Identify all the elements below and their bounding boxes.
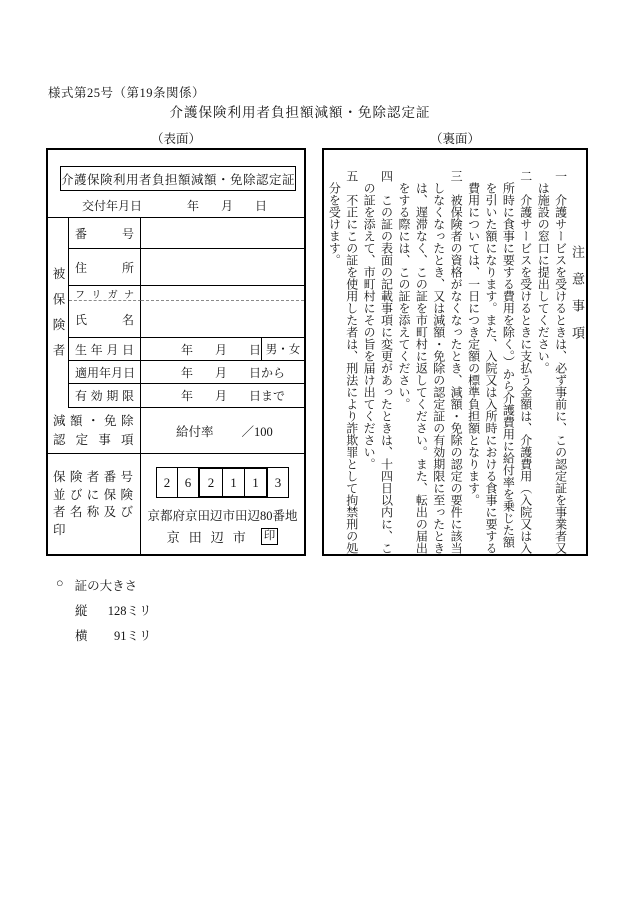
insurer-seal-mark: 印 — [261, 528, 279, 545]
issue-day-label: 日 — [255, 198, 268, 213]
furigana-value-cell — [141, 286, 304, 301]
birthdate-ymd: 年 月 日 — [141, 338, 262, 360]
insurer-number-boxes — [156, 467, 289, 498]
issue-month-label: 月 — [221, 198, 234, 213]
expiry-value-cell: 年 月 日まで — [141, 384, 304, 408]
back-face-label: （裏面） — [429, 132, 480, 146]
benefit-rate-label: 給付率 — [176, 424, 214, 439]
size-note-title: 証の大きさ — [74, 579, 138, 593]
insurer-digit-4: 1 — [222, 469, 244, 496]
number-label-cell: 番 号 — [69, 218, 141, 249]
size-width-label: 横 — [75, 629, 88, 643]
size-note-bullet: ○ — [56, 576, 64, 590]
name-value-cell — [141, 301, 304, 338]
notice-item-1: 一 介護サービスを受けるときは、必ず事前に、この認定証を事業者又は施設の窓口に提出してください。 — [536, 170, 568, 554]
size-width-value: 91ミリ — [114, 629, 152, 643]
birthdate-label-cell: 生 年 月 日 — [69, 338, 141, 361]
size-height-value: 128ミリ — [107, 604, 152, 618]
issue-date-label: 交付年月日 — [82, 198, 143, 213]
address-value-cell — [141, 249, 304, 286]
insurer-address: 京都府京田辺市田辺80番地 — [147, 509, 298, 523]
benefit-rate-cell — [141, 408, 304, 454]
insurer-digit-1: 2 — [156, 467, 178, 498]
address-label-cell: 住 所 — [69, 249, 141, 286]
name-label-cell: 氏 名 — [69, 301, 141, 338]
apply-date-label-cell: 適 用 年 月 日 — [69, 361, 141, 384]
reduction-label-cell: 減額・免除認定事項 — [48, 408, 141, 454]
insurer-digit-2: 6 — [177, 467, 199, 498]
insurer-digit-group — [198, 467, 268, 498]
certificate-table — [48, 217, 304, 554]
form-number: 様式第25号（第19条関係） — [48, 86, 206, 100]
insurer-digit-5: 1 — [244, 469, 266, 496]
size-height-label: 縦 — [75, 604, 88, 618]
furigana-label-cell: フ リ ガ ナ — [69, 286, 141, 301]
sex-cell: 男・女 — [265, 344, 301, 356]
issue-date-value — [142, 197, 267, 214]
expiry-label-cell: 有 効 期 限 — [69, 384, 141, 408]
birthdate-value-cell — [141, 338, 304, 361]
insurer-name-line — [167, 527, 279, 546]
front-panel — [46, 148, 306, 556]
insurer-digit-6: 3 — [267, 467, 289, 498]
front-face-label: （表面） — [150, 132, 201, 146]
insurer-digit-3: 2 — [207, 475, 215, 490]
notice-text-block — [324, 150, 586, 554]
card-title-text: 介護保険利用者負担額減額・免除認定証 — [61, 172, 296, 187]
issue-year-label: 年 — [187, 198, 200, 213]
document-title: 介護保険利用者負担額減額・免除認定証 — [169, 105, 431, 120]
insurer-value-cell — [141, 454, 304, 554]
insurer-name: 京田辺市 — [166, 530, 255, 545]
notice-item-2: 二 介護サービスを受けるときに支払う金額は、介護費用（入院又は入所時に食事に要する費用を除く。）から介護費用に給付率を乗じた額を引いた額になります。また、入院又は入所時における食事に要する費用については、一日につき定額の標準負担額となります。 — [466, 170, 533, 554]
back-panel — [322, 148, 588, 556]
issue-date-row — [48, 193, 267, 217]
notice-title: 注意事項 — [570, 245, 585, 353]
insured-person-vertical-label: 被保険者 — [48, 218, 69, 408]
apply-date-value-cell: 年 月 日から — [141, 361, 304, 384]
notice-item-3: 三 被保険者の資格がなくなったとき、減額・免除の認定の要件に該当しなくなったとき、又は減額・免除の認定証の有効期限に至ったときは、遅滞なく、この証を市町村に返してください。また、転出の届出をする際には、この証を添えてください。 — [396, 170, 464, 554]
benefit-rate-value: ／100 — [241, 424, 273, 439]
card-title — [60, 166, 296, 191]
certificate-size-note — [56, 576, 152, 644]
notice-item-4: 四 この証の表面の記載事項に変更があったときは、十四日以内に、この証を添えて、市町村にその旨を届け出てください。 — [362, 170, 394, 554]
insurer-label-cell: 保険者番号並びに保険者名称及び印 — [48, 454, 141, 554]
notice-item-5: 五 不正にこの証を使用した者は、刑法により詐欺罪として拘禁刑の処分を受けます。 — [327, 170, 359, 554]
number-value-cell — [141, 218, 304, 249]
